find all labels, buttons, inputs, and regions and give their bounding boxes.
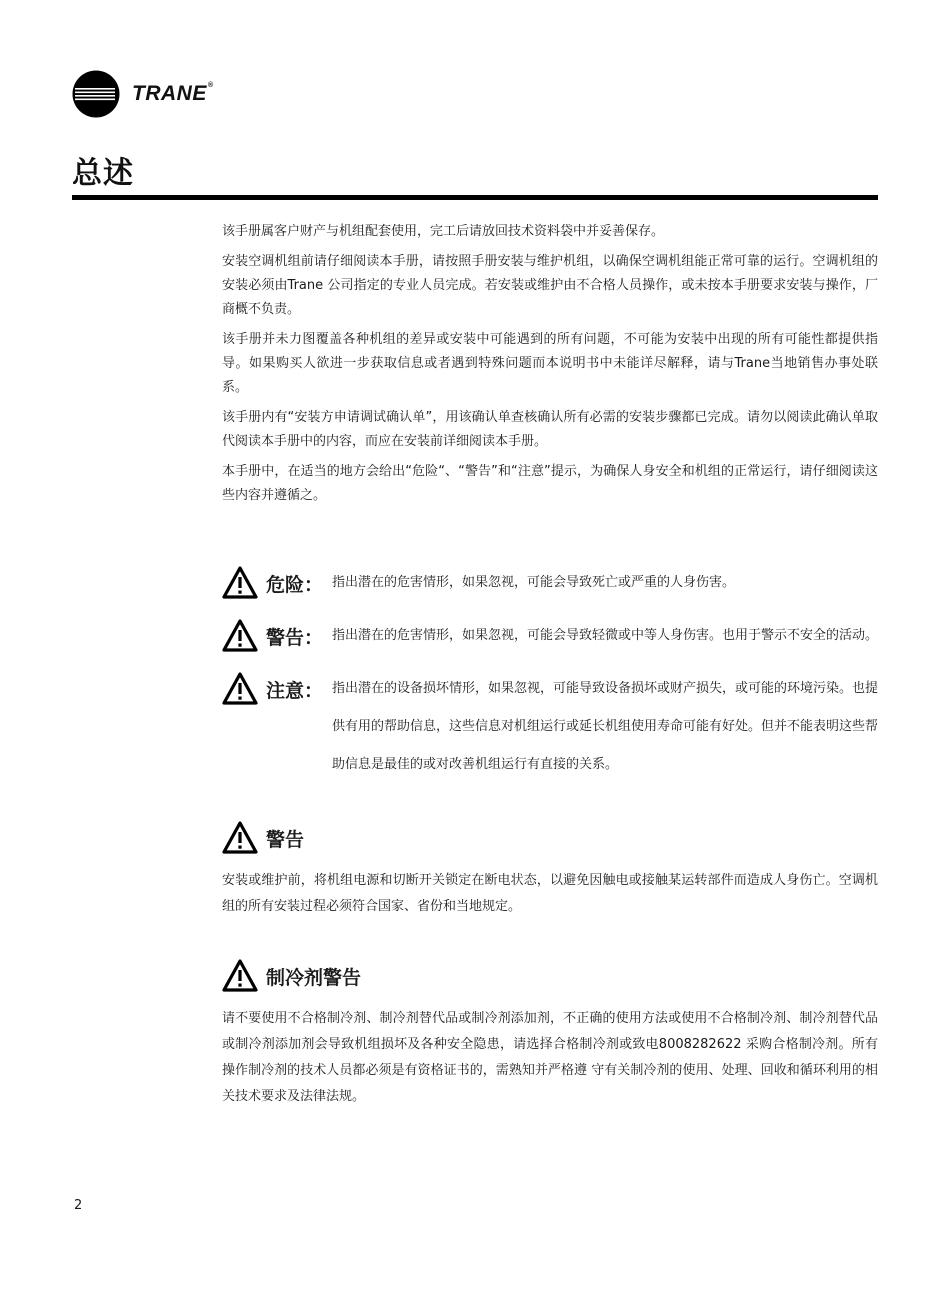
refrigerant-warning-section xyxy=(222,958,878,1110)
logo-wordmark: TRANE® xyxy=(132,82,214,105)
warning-label: 警告： xyxy=(266,626,324,649)
danger-text: 指出潜在的危害情形，如果忽视，可能会导致死亡或严重的人身伤害。 xyxy=(332,575,736,590)
warning-triangle-icon xyxy=(222,821,258,855)
intro-paragraph: 该手册并未力图覆盖各种机组的差异或安装中可能遇到的所有问题，不可能为安装中出现的所有可能性都提供指导。如果购买人欲进一步获取信息或者遇到特殊问题而本说明书中未能详尽解释，请与Trane当地销售办事处联系。 xyxy=(222,332,878,395)
intro-paragraph: 该手册属客户财产与机组配套使用，完工后请放回技术资料袋中并妥善保存。 xyxy=(222,224,665,239)
title-rule xyxy=(72,195,878,200)
danger-label: 危险： xyxy=(266,573,324,596)
section-title: 制冷剂警告 xyxy=(266,966,362,989)
danger-definition xyxy=(222,565,878,602)
page-title: 总述 xyxy=(72,156,134,191)
caution-definition xyxy=(222,671,878,784)
warning-triangle-icon xyxy=(222,672,258,706)
intro-paragraph: 该手册内有“安装方申请调试确认单”，用该确认单查核确认所有必需的安装步骤都已完成。请勿以阅读此确认单取代阅读本手册中的内容，而应在安装前详细阅读本手册。 xyxy=(222,410,878,449)
electrical-warning-section xyxy=(222,820,878,920)
trane-logo xyxy=(72,70,214,118)
intro-paragraph: 安装空调机组前请仔细阅读本手册，请按照手册安装与维护机组，以确保空调机组能正常可靠的运行。空调机组的安装必须由Trane 公司指定的专业人员完成。若安装或维护由不合格人员操作，或未按本手册要求安装与操作，厂商概不负责。 xyxy=(222,254,878,317)
warning-definition xyxy=(222,618,878,655)
warning-text: 指出潜在的危害情形，如果忽视，可能会导致轻微或中等人身伤害。也用于警示不安全的活动。 xyxy=(332,628,879,643)
caution-label: 注意： xyxy=(266,679,324,702)
intro-section xyxy=(222,220,878,514)
trane-logo-icon xyxy=(72,70,120,118)
warning-triangle-icon xyxy=(222,619,258,653)
warning-triangle-icon xyxy=(222,959,258,993)
page-number: 2 xyxy=(74,1198,83,1213)
hazard-definitions xyxy=(222,565,878,800)
section-title: 警告 xyxy=(266,828,305,851)
warning-triangle-icon xyxy=(222,566,258,600)
section-text: 安装或维护前，将机组电源和切断开关锁定在断电状态，以避免因触电或接触某运转部件而造成人身伤亡。空调机组的所有安装过程必须符合国家、省份和当地规定。 xyxy=(222,873,878,914)
section-text: 请不要使用不合格制冷剂、制冷剂替代品或制冷剂添加剂，不正确的使用方法或使用不合格制冷剂、制冷剂替代品或制冷剂添加剂会导致机组损坏及各种安全隐患，请选择合格制冷剂或致电8008282622 采购合格制冷剂。所有操作制冷剂的技术人员都必须是有资格证书的，需熟知并严格遵 守有关制冷剂的使用、处理、回收和循环利用的相关技术要求及法律法规。 xyxy=(222,1011,878,1104)
caution-text: 指出潜在的设备损坏情形，如果忽视，可能导致设备损坏或财产损失，或可能的环境污染。也提供有用的帮助信息，这些信息对机组运行或延长机组使用寿命可能有好处。但并不能表明这些帮助信息是最佳的或对改善机组运行有直接的关系。 xyxy=(332,681,879,772)
intro-paragraph: 本手册中，在适当的地方会给出“危险“、“警告”和“注意”提示，为确保人身安全和机组的正常运行，请仔细阅读这些内容并遵循之。 xyxy=(222,464,878,503)
